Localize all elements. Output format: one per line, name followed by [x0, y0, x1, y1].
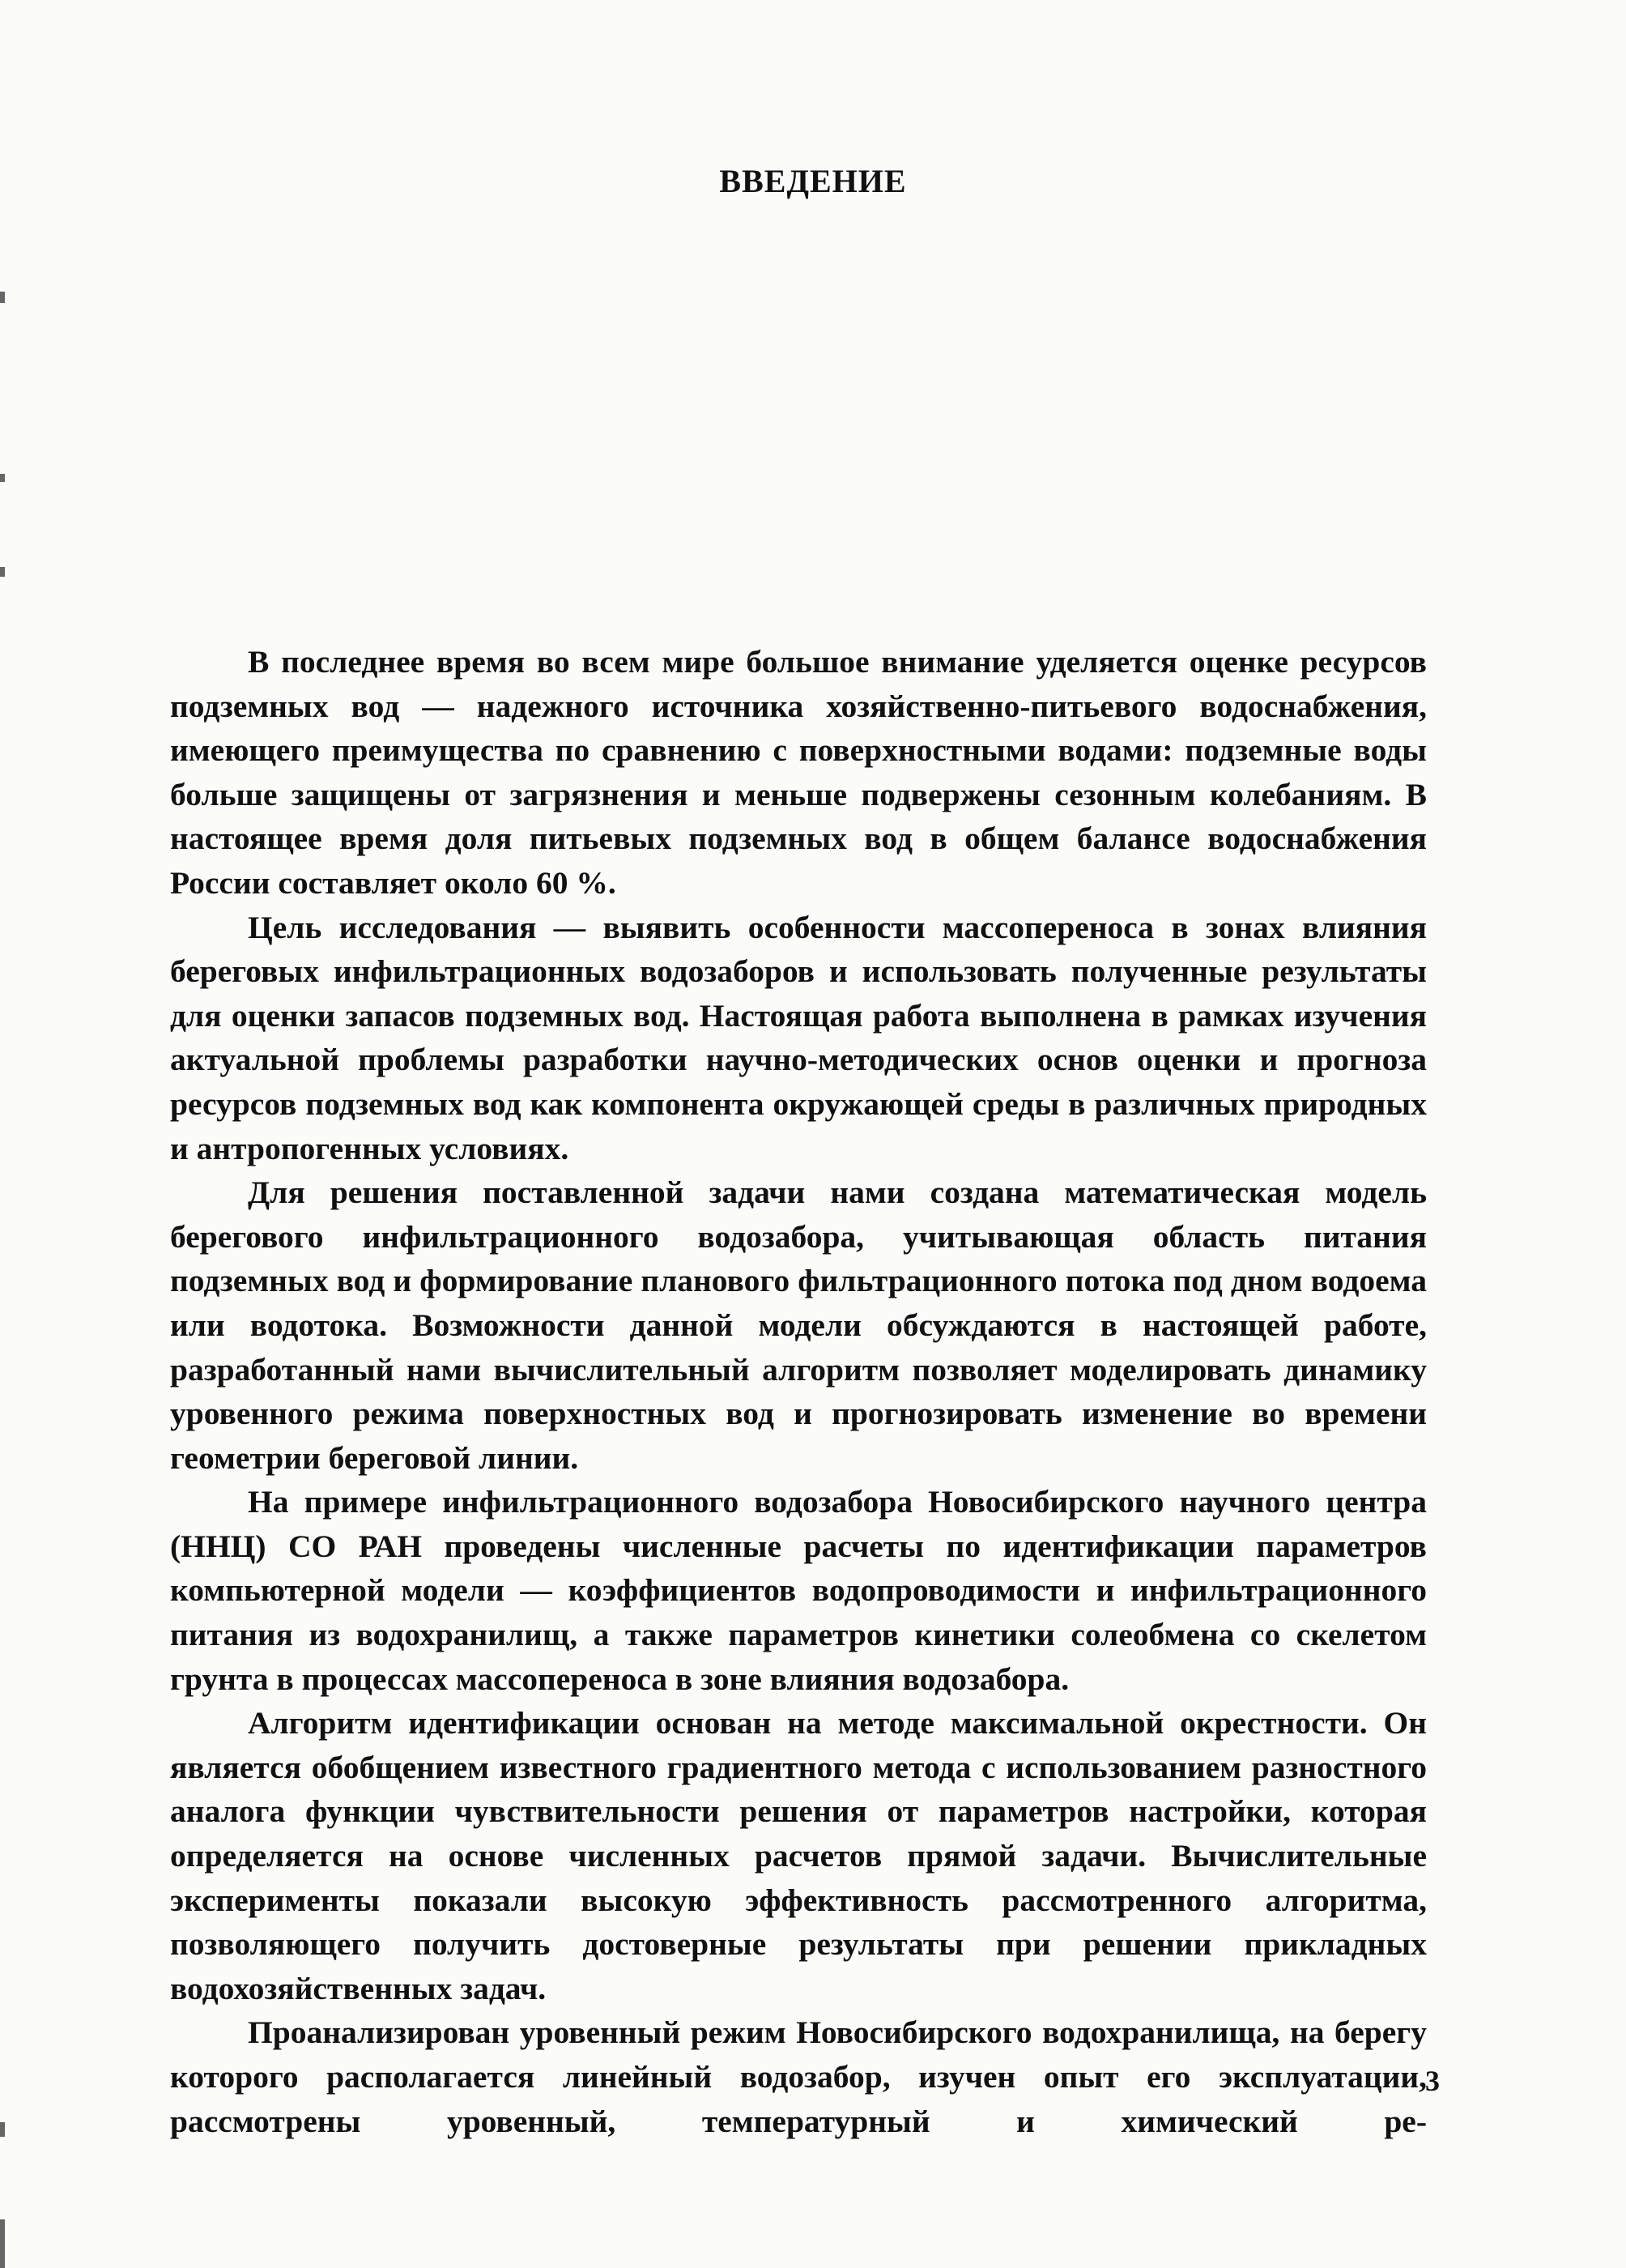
paragraph-6: Проанализирован уровенный режим Новосибирского водохранилища, на берегу которого располагается линейный водозабор, изучен опыт его эксплуатации, рассмотрены уровенный, температурный и химический ре-: [170, 2014, 1427, 2139]
scan-edge-mark: [0, 474, 5, 482]
scan-edge-mark: [0, 567, 5, 577]
paragraph-3: Для решения поставленной задачи нами создана математическая модель берегового инфильтрационного водозабора, учитывающая область питания подземных вод и формирование планового фильтрационного потока под дном водоема или водотока. Возможности данной модели обсуждаются в настоящей работе, разработанный нами вычислительный алгоритм позволяет моделировать динамику уровенного режима поверхностных вод и прогнозировать изменение во времени геометрии береговой линии.: [170, 1174, 1427, 1476]
paragraph-1: В последнее время во всем мире большое внимание уделяется оценке ресурсов подземных вод — надежного источника хозяйственно-питьевого водоснабжения, имеющего преимущества по сравнению с поверхностными водами: подземные воды больше защищены от загрязнения и меньше подвержены сезонным колебаниям. В настоящее время доля питьевых подземных вод в общем балансе водоснабжения России составляет около 60 %.: [170, 644, 1427, 901]
paragraph-4: На примере инфильтрационного водозабора Новосибирского научного центра (ННЦ) СО РАН проведены численные расчеты по идентификации параметров компьютерной модели — коэффициентов водопроводимости и инфильтрационного питания из водохранилищ, а также параметров кинетики солеобмена со скелетом грунта в процессах массопереноса в зоне влияния водозабора.: [170, 1484, 1427, 1697]
paragraph-2: Цель исследования — выявить особенности массопереноса в зонах влияния береговых инфильтрационных водозаборов и использовать полученные результаты для оценки запасов подземных вод. Настоящая работа выполнена в рамках изучения актуальной проблемы разработки научно-методических основ оценки и прогноза ресурсов подземных вод как компонента окружающей среды в различных природных и антропогенных условиях.: [170, 909, 1427, 1166]
scan-edge-mark: [0, 292, 5, 303]
body-text: [170, 640, 1427, 2143]
page-number: 3: [1425, 2065, 1440, 2097]
scan-edge-mark: [0, 2122, 5, 2137]
scan-edge-mark: [0, 2219, 5, 2268]
paragraph-5: Алгоритм идентификации основан на методе максимальной окрестности. Он является обобщением известного градиентного метода с использованием разностного аналога функции чувствительности решения от параметров настройки, которая определяется на основе численных расчетов прямой задачи. Вычислительные эксперименты показали высокую эффективность рассмотренного алгоритма, позволяющего получить достоверные результаты при решении прикладных водохозяйственных задач.: [170, 1705, 1427, 2006]
section-title: ВВЕДЕНИЕ: [719, 163, 907, 199]
